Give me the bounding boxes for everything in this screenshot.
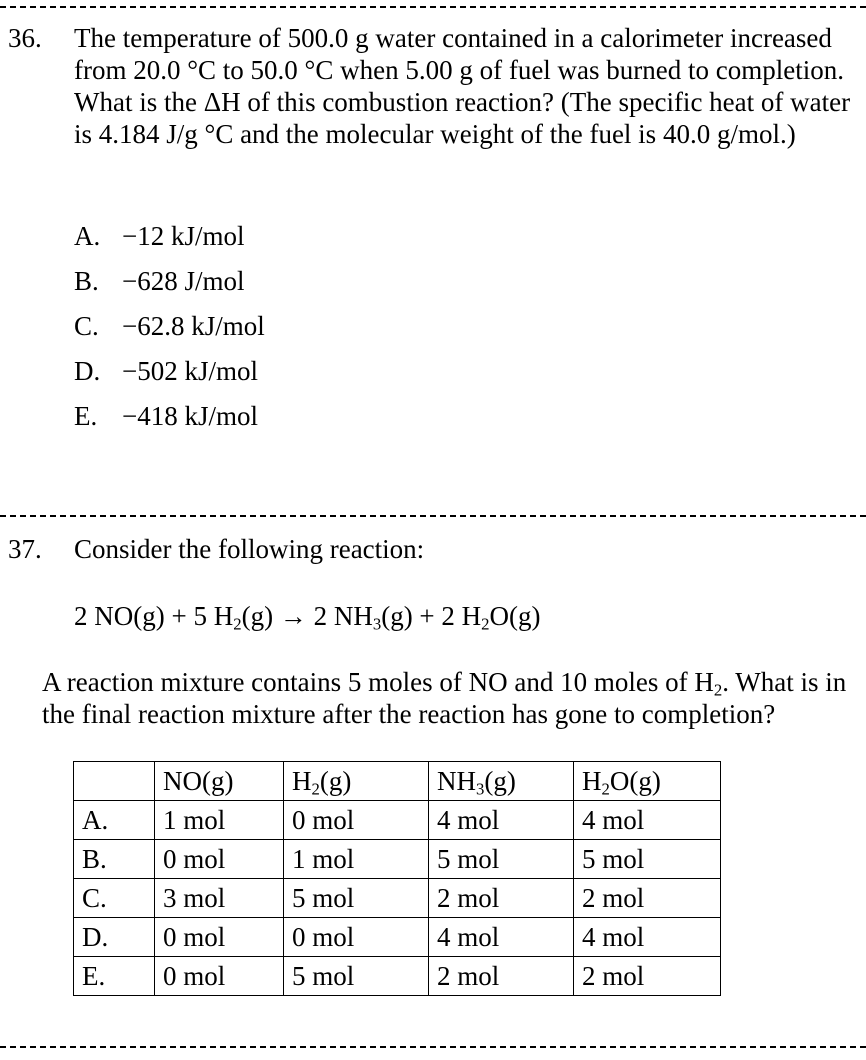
table-cell: 4 mol <box>574 918 721 957</box>
q36-choice-b[interactable] <box>74 265 245 297</box>
choice-text: −62.8 kJ/mol <box>122 311 265 341</box>
table-cell: 5 mol <box>284 879 429 918</box>
choice-letter: D. <box>74 356 101 386</box>
body-subscript: 2 <box>713 680 723 700</box>
separator-top <box>0 6 866 8</box>
answer-table <box>73 761 721 996</box>
choice-letter: E. <box>74 401 98 431</box>
table-header-nh3: $NH_3(g)$ <box>429 762 574 801</box>
q37-intro: Consider the following reaction: <box>74 534 425 564</box>
choice-text: −502 kJ/mol <box>122 356 258 386</box>
table-header-h2o: $H_2O(g)$ <box>574 762 721 801</box>
row-label: D. <box>74 918 155 957</box>
table-cell: 4 mol <box>429 918 574 957</box>
table-cell: 0 mol <box>155 918 284 957</box>
equation-subscript: 2 <box>233 614 242 634</box>
q36-choice-d[interactable] <box>74 355 258 387</box>
q36-choice-a[interactable] <box>74 220 245 252</box>
q37-number: 37. <box>8 534 42 564</box>
row-label: C. <box>74 879 155 918</box>
table-cell: 4 mol <box>429 801 574 840</box>
table-cell: 5 mol <box>429 840 574 879</box>
table-cell: 2 mol <box>574 957 721 996</box>
q36-choice-c[interactable] <box>74 310 265 342</box>
separator-middle <box>0 515 866 517</box>
table-cell: 0 mol <box>155 957 284 996</box>
choice-text: −628 J/mol <box>122 266 245 296</box>
table-row[interactable] <box>74 918 721 957</box>
choice-letter: A. <box>74 221 101 251</box>
choice-letter: C. <box>74 311 99 341</box>
table-header-no: NO(g) <box>155 762 284 801</box>
row-label: B. <box>74 840 155 879</box>
table-cell: 2 mol <box>429 879 574 918</box>
q36-text: The temperature of 500.0 g water contained in a calorimeter increased from 20.0 °C to 50.0 °C when 5.00 g of fuel was burned to completion. What is the ΔH of this combustion reaction? (The specific heat of water is 4.184 J/g °C and the molecular weight of the fuel is 40.0 g/mol.) <box>74 23 851 149</box>
table-row[interactable] <box>74 957 721 996</box>
table-cell: 5 mol <box>574 840 721 879</box>
table-cell: 5 mol <box>284 957 429 996</box>
choice-text: −12 kJ/mol <box>122 221 245 251</box>
body-part: A reaction mixture contains 5 moles of NO and 10 moles of H <box>42 667 714 697</box>
q36-number: 36. <box>8 23 42 53</box>
table-row[interactable] <box>74 879 721 918</box>
table-header-row <box>74 762 721 801</box>
reaction-equation <box>74 600 541 632</box>
table-header-h2: $H_2(g)$ <box>284 762 429 801</box>
choice-text: −418 kJ/mol <box>122 401 258 431</box>
table-cell: 0 mol <box>284 918 429 957</box>
equation-part: (g) → 2 NH <box>241 601 373 631</box>
equation-subscript: 2 <box>481 614 490 634</box>
table-cell: 4 mol <box>574 801 721 840</box>
equation-subscript: 3 <box>372 614 382 634</box>
equation-part: (g) + 2 H <box>381 601 482 631</box>
table-cell: 0 mol <box>284 801 429 840</box>
table-row[interactable] <box>74 801 721 840</box>
table-cell: 3 mol <box>155 879 284 918</box>
table-row[interactable] <box>74 840 721 879</box>
table-header-empty <box>74 762 155 801</box>
q37-body <box>42 666 866 730</box>
q36-choice-e[interactable] <box>74 400 258 432</box>
equation-part: O(g) <box>489 601 541 631</box>
equation-part: 2 NO(g) + 5 H <box>74 601 234 631</box>
row-label: E. <box>74 957 155 996</box>
table-cell: 2 mol <box>574 879 721 918</box>
table-cell: 1 mol <box>284 840 429 879</box>
body-part: . What is in the final reaction mixture after the reaction has gone to completion? <box>42 667 847 729</box>
row-label: A. <box>74 801 155 840</box>
separator-bottom <box>0 1046 866 1048</box>
table-cell: 0 mol <box>155 840 284 879</box>
choice-letter: B. <box>74 266 99 296</box>
table-cell: 2 mol <box>429 957 574 996</box>
table-cell: 1 mol <box>155 801 284 840</box>
